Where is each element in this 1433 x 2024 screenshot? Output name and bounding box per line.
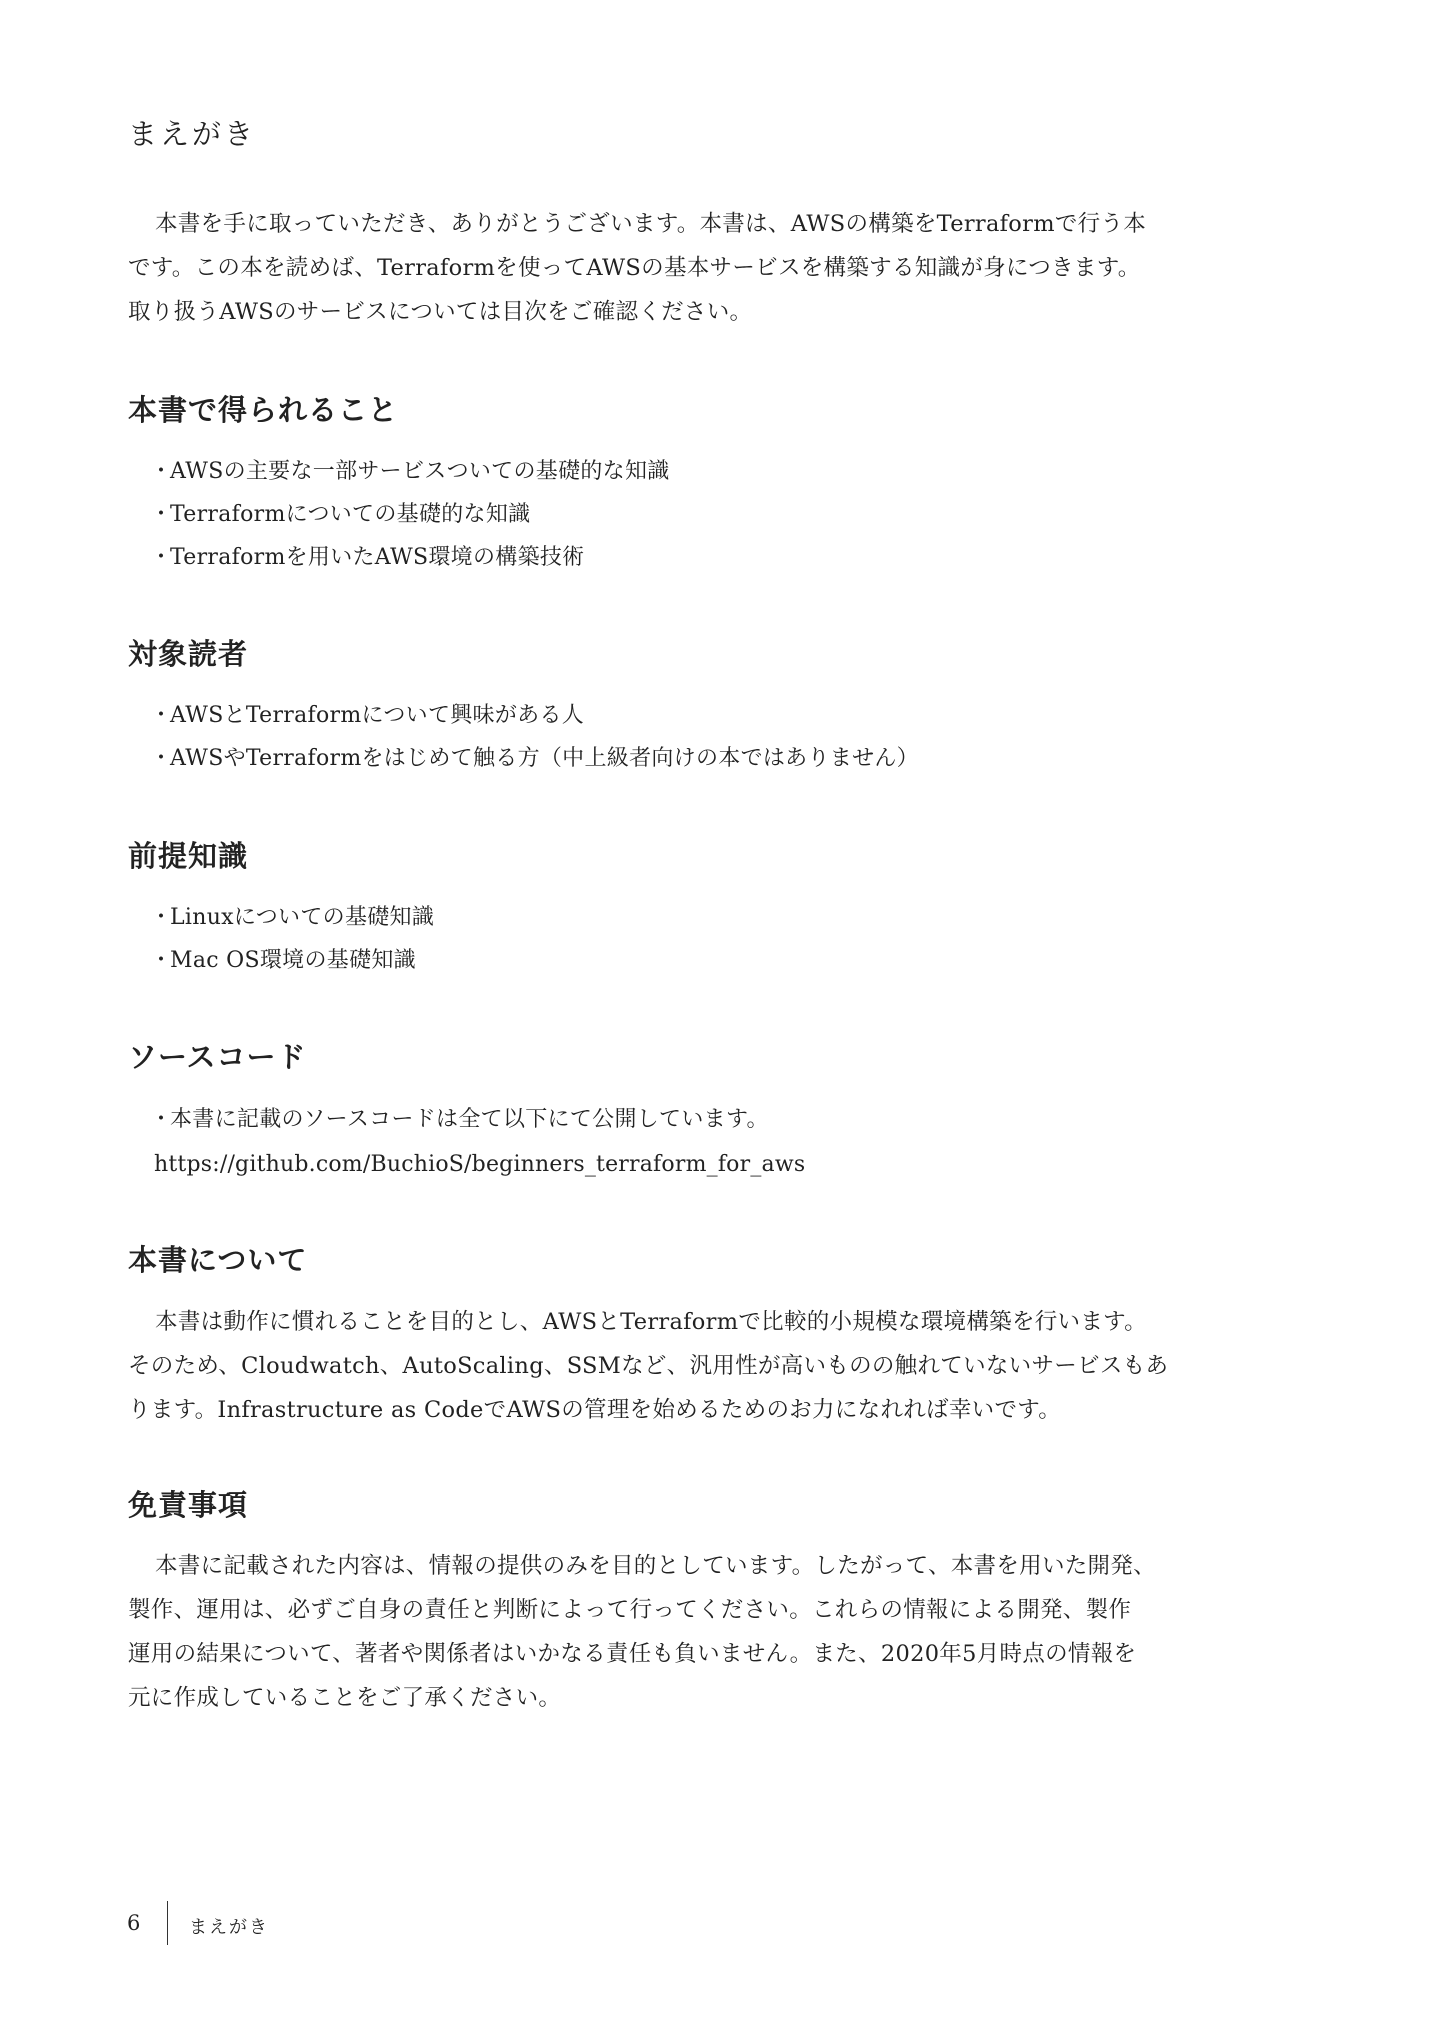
list-item: ・AWSやTerraformをはじめて触る方（中上級者向けの本ではありません）	[150, 737, 919, 780]
about-line: ります。Infrastructure as CodeでAWSの管理を始めるためのお力になれれば幸いです。	[128, 1397, 1062, 1423]
section-heading-prerequisites: 前提知識	[128, 839, 249, 873]
intro-line: です。この本を読めば、Terraformを使ってAWSの基本サービスを構築する知識が身につきます。	[128, 255, 1141, 281]
prerequisites-list	[150, 896, 434, 982]
bullet-glyph: ・	[150, 703, 173, 728]
running-footer-label: まえがき	[189, 1917, 269, 1938]
list-item: ・Terraformについての基礎的な知識	[150, 493, 670, 536]
section-heading-benefits: 本書で得られること	[128, 393, 399, 427]
about-line: 本書は動作に慣れることを目的とし、AWSとTerraformで比較的小規模な環境構築を行います。	[155, 1309, 1147, 1335]
page-number: 6	[127, 1911, 141, 1935]
footer-divider	[167, 1901, 168, 1945]
section-heading-about: 本書について	[128, 1243, 308, 1277]
bullet-glyph: ・	[150, 948, 173, 973]
list-item: ・AWSの主要な一部サービスついての基礎的な知識	[150, 450, 670, 493]
intro-line: 本書を手に取っていただき、ありがとうございます。本書は、AWSの構築をTerraformで行う本	[155, 211, 1147, 237]
benefits-list	[150, 450, 670, 579]
intro-line: 取り扱うAWSのサービスについては目次をご確認ください。	[128, 299, 753, 325]
bullet-glyph: ・	[150, 905, 173, 930]
bullet-glyph: ・	[150, 1107, 173, 1132]
disclaimer-line: 運用の結果について、著者や関係者はいかなる責任も負いません。また、2020年5月時点の情報を	[128, 1641, 1137, 1667]
intro-paragraph	[128, 202, 1223, 334]
chapter-title: まえがき	[128, 117, 257, 151]
bullet-glyph: ・	[150, 545, 173, 570]
section-heading-audience: 対象読者	[128, 637, 249, 671]
disclaimer-line: 製作、運用は、必ずご自身の責任と判断によって行ってください。これらの情報による開発、製作	[128, 1597, 1132, 1623]
about-line: そのため、Cloudwatch、AutoScaling、SSMなど、汎用性が高いものの触れていないサービスもあ	[128, 1353, 1169, 1379]
source-code-url[interactable]: https://github.com/BuchioS/beginners_terraform_for_aws	[154, 1152, 806, 1177]
section-heading-disclaimer: 免責事項	[128, 1488, 249, 1522]
bullet-glyph: ・	[150, 746, 173, 771]
bullet-glyph: ・	[150, 459, 173, 484]
list-item: ・Linuxについての基礎知識	[150, 896, 434, 939]
disclaimer-line: 本書に記載された内容は、情報の提供のみを目的としています。したがって、本書を用いた開発、	[155, 1553, 1156, 1579]
about-paragraph	[128, 1300, 1223, 1432]
audience-list	[150, 694, 919, 780]
disclaimer-line: 元に作成していることをご了承ください。	[128, 1685, 562, 1711]
list-item: ・Terraformを用いたAWS環境の構築技術	[150, 536, 670, 579]
list-item: ・本書に記載のソースコードは全て以下にて公開しています。	[150, 1098, 769, 1141]
list-item: ・AWSとTerraformについて興味がある人	[150, 694, 919, 737]
source-code-list	[150, 1098, 769, 1141]
list-item: ・Mac OS環境の基礎知識	[150, 939, 434, 982]
bullet-glyph: ・	[150, 502, 173, 527]
section-heading-source-code: ソースコード	[128, 1040, 307, 1074]
disclaimer-paragraph	[128, 1544, 1223, 1720]
